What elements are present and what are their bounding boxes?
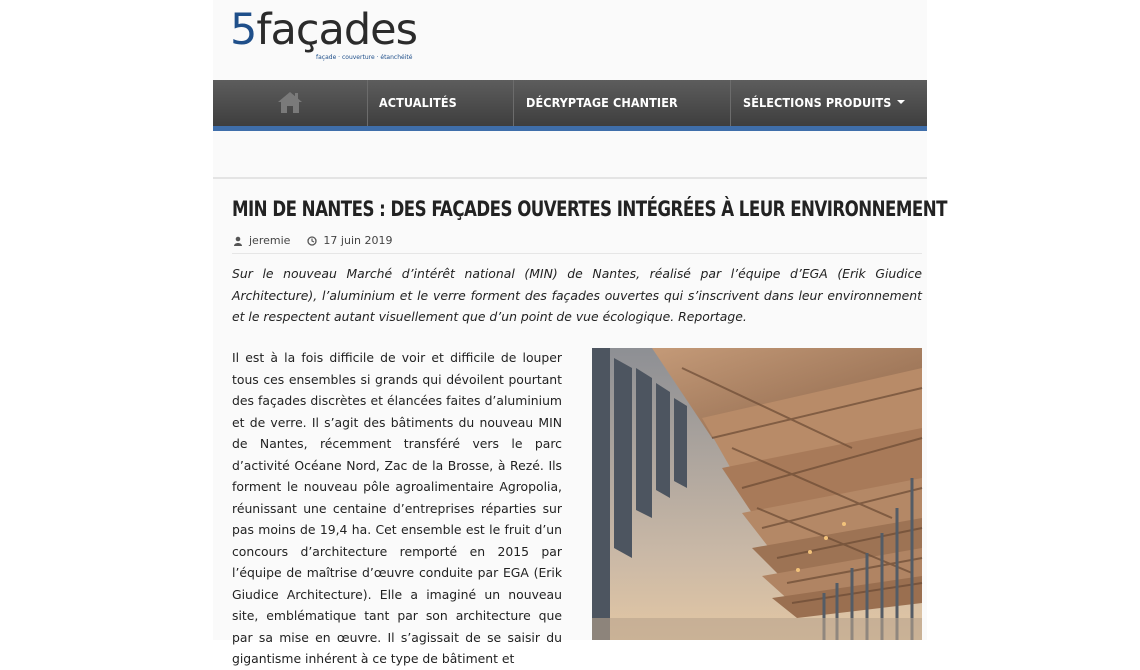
user-icon [233,236,243,246]
logo-wordmark: 5façades [230,5,417,55]
article-photo [592,348,922,640]
article-title: MIN DE NANTES : DES FAÇADES OUVERTES INTÉGRÉES À LEUR ENVIRONNEMENT [232,197,947,221]
nav-item-label: SÉLECTIONS PRODUITS [743,95,892,110]
article-body: Il est à la fois difficile de voir et difficile de louper tous ces ensembles si grands qui dévoilent pourtant des façades discrètes et élancées faites d’aluminium et de verre. Il s’agit des bâtiments du nouveau MIN de Nantes, récemment transféré vers le parc d’activité Océane Nord, Zac de la Brosse, à Rezé. Ils forment le nouveau pôle agroalimentaire Agropolia, réunissant une centaine d’entreprises réparties sur pas moins de 19,4 ha. Cet ensemble est le fruit d’un concours d’architecture remporté en 2015 par l’équipe de maîtrise d’œuvre conduite par EGA (Erik Giudice Architecture). Elle a imaginé un nouveau site, emblématique tant par son architecture que par sa mise en œuvre. Il s’agissait de se saisir du gigantisme inhérent à ce type de bâtiment et [232,350,562,666]
site-logo[interactable] [230,6,430,66]
chevron-down-icon [897,100,905,104]
article [213,179,947,666]
nav-separator [730,80,731,126]
site-header [213,0,927,80]
article-meta [233,234,392,247]
nav-home[interactable] [213,80,367,126]
article-author[interactable]: jeremie [249,234,291,247]
nav-separator [367,80,368,126]
meta-divider [232,253,922,254]
article-lead: Sur le nouveau Marché d’intérêt national (MIN) de Nantes, réalisé par l’équipe d’EGA (Erik Giudice Architecture), l’aluminium et le verre forment des façades ouvertes qui s’inscrivent dans leur environnement et le respectent autant visuellement que d’un point de vue écologique. Reportage. [232,266,922,324]
clock-icon [307,236,317,246]
logo-tagline: façade · couverture · étanchéité [316,54,413,61]
article-date: 17 juin 2019 [323,234,393,247]
nav-item-decryptage-chantier[interactable]: DÉCRYPTAGE CHANTIER [526,95,678,110]
home-icon [277,90,303,114]
nav-separator [513,80,514,126]
nav-item-actualites[interactable]: ACTUALITÉS [379,95,457,110]
nav-item-selections-produits[interactable] [743,80,905,126]
facade-photo-illustration [592,348,922,640]
main-nav [213,80,927,126]
page-container [213,0,947,666]
nav-accent-bar [213,126,927,131]
